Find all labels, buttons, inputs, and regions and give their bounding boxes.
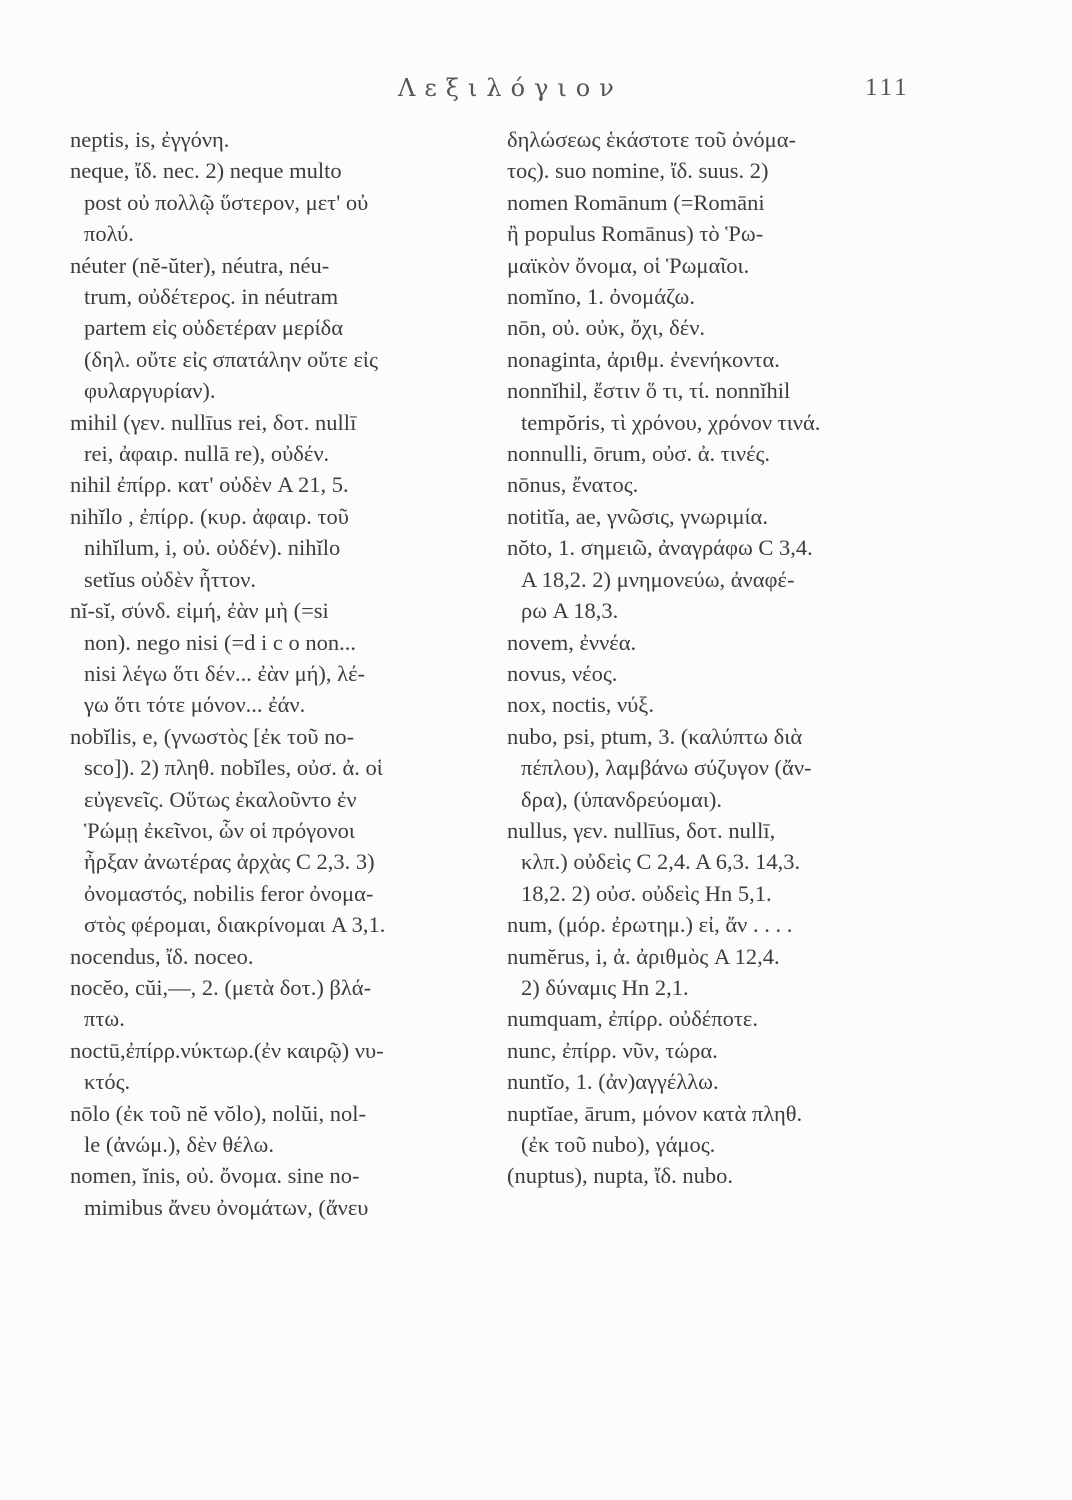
dictionary-line: δρα), (ὑπανδρεύομαι). — [521, 786, 723, 812]
page-number: 111 — [865, 74, 910, 101]
dictionary-line: nonnulli, ōrum, οὐσ. ἀ. τινές. — [507, 441, 771, 467]
dictionary-line: κτός. — [84, 1069, 131, 1095]
dictionary-line: numquam, ἐπίρρ. οὐδέποτε. — [507, 1006, 758, 1032]
dictionary-line: nihil ἐπίρρ. κατ' οὐδὲν A 21, 5. — [70, 472, 349, 498]
dictionary-line: nunc, ἐπίρρ. νῦν, τώρα. — [507, 1037, 718, 1063]
dictionary-line: στὸς φέρομαι, διακρίνομαι A 3,1. — [84, 912, 386, 938]
dictionary-line: (ἐκ τοῦ nubo), γάμος. — [521, 1132, 716, 1157]
dictionary-line: nubo, psi, ptum, 3. (καλύπτω διὰ — [507, 723, 803, 749]
dictionary-line: nomen Romānum (=Romāni — [507, 189, 765, 215]
dictionary-line: nomĭno, 1. ὀνομάζω. — [507, 284, 695, 310]
dictionary-line: setĭus οὐδὲν ἧττον. — [84, 566, 257, 592]
dictionary-line: nŏto, 1. σημειῶ, ἀναγράφω C 3,4. — [507, 535, 813, 561]
dictionary-line: num, (μόρ. ἐρωτημ.) εἰ, ἄν . . . . — [507, 912, 793, 938]
dictionary-line: mimibus ἄνευ ὀνομάτων, (ἄνευ — [84, 1194, 369, 1220]
dictionary-line: nuntĭo, 1. (ἀν)αγγέλλω. — [507, 1069, 719, 1095]
dictionary-line: nonnĭhil, ἔστιν ὅ τι, τί. nonnĭhil — [507, 378, 791, 404]
right-column — [507, 124, 907, 1192]
dictionary-line: A 18,2. 2) μνημονεύω, ἀναφέ- — [521, 566, 795, 592]
dictionary-line: nihĭlum, i, οὐ. οὐδέν). nihĭlo — [84, 535, 341, 561]
dictionary-line: notitĭa, ae, γνῶσις, γνωριμία. — [507, 503, 768, 529]
dictionary-line: ρω A 18,3. — [521, 598, 619, 624]
dictionary-line: neque, ἴδ. nec. 2) neque multo — [70, 158, 342, 184]
dictionary-line: post οὐ πολλῷ ὕστερον, μετ' οὐ — [84, 189, 369, 215]
dictionary-line: ἢ populus Romānus) τὸ Ῥω- — [507, 221, 764, 247]
dictionary-line: Ῥώμῃ ἐκεῖνοι, ὧν οἱ πρόγονοι — [84, 817, 355, 843]
dictionary-line: nōlo (ἐκ τοῦ nĕ vŏlo), nolŭi, nol- — [70, 1100, 366, 1126]
dictionary-line: nocĕo, cŭi,—, 2. (μετὰ δοτ.) βλά- — [70, 974, 372, 1000]
dictionary-line: nōn, οὐ. οὐκ, ὄχι, δέν. — [507, 315, 706, 341]
dictionary-line: tempŏris, τὶ χρόνου, χρόνον τινά. — [521, 409, 821, 435]
dictionary-line: nōnus, ἔνατος. — [507, 472, 639, 498]
dictionary-line: partem εἰς οὐδετέραν μερίδα — [84, 315, 344, 341]
dictionary-line: ὀνομαστός, nobilis feror ὀνομα- — [84, 880, 374, 906]
dictionary-line: sco]). 2) πληθ. nobĭles, οὐσ. ἀ. οἱ — [84, 755, 383, 781]
dictionary-line: nuptĭae, ārum, μόνον κατὰ πληθ. — [507, 1100, 803, 1126]
dictionary-line: nihĭlo , ἐπίρρ. (κυρ. ἀφαιρ. τοῦ — [70, 503, 349, 529]
dictionary-line: (δηλ. οὔτε εἰς σπατάλην οὔτε εἰς — [84, 346, 378, 372]
dictionary-line: 2) δύναμις Hn 2,1. — [521, 974, 689, 1000]
dictionary-line: néuter (nĕ-ŭter), néutra, néu- — [70, 252, 330, 278]
dictionary-line: mihil (γεν. nullīus rei, δοτ. nullī — [70, 409, 357, 435]
dictionary-line: πολύ. — [84, 221, 134, 247]
dictionary-line: nobĭlis, e, (γνωστὸς [ἐκ τοῦ no- — [70, 723, 355, 749]
running-title: Λεξιλόγιον — [398, 74, 623, 102]
dictionary-line: πτω. — [84, 1006, 125, 1032]
dictionary-line: κλπ.) οὐδεὶς C 2,4. A 6,3. 14,3. — [521, 849, 801, 875]
dictionary-line: 18,2. 2) οὐσ. οὐδεὶς Hn 5,1. — [521, 880, 772, 906]
dictionary-line: non). nego nisi (=d i c o non... — [84, 629, 357, 655]
dictionary-line: nĭ-sĭ, σύνδ. εἰμή, ἐὰν μὴ (=si — [70, 598, 329, 624]
dictionary-line: noctū,ἐπίρρ.νύκτωρ.(ἐν καιρῷ) νυ- — [70, 1037, 384, 1063]
dictionary-line: nullus, γεν. nullīus, δοτ. nullī, — [507, 817, 776, 843]
dictionary-line: novem, ἐννέα. — [507, 629, 637, 655]
dictionary-line: nox, noctis, νύξ. — [507, 692, 654, 718]
dictionary-line: trum, οὐδέτερος. in néutram — [84, 284, 339, 310]
dictionary-line: πέπλου), λαμβάνω σύζυγον (ἄν- — [521, 755, 812, 781]
dictionary-line: rei, ἀφαιρ. nullā re), οὐδέν. — [84, 441, 330, 467]
dictionary-line: le (ἀνώμ.), δὲν θέλω. — [84, 1132, 274, 1157]
left-column — [70, 124, 482, 1223]
dictionary-line: γω ὅτι τότε μόνον... ἐάν. — [84, 692, 306, 718]
dictionary-line: ἦρξαν ἀνωτέρας ἀρχὰς C 2,3. 3) — [84, 849, 375, 875]
dictionary-line: μαϊκὸν ὄνομα, οἱ Ῥωμαῖοι. — [507, 252, 750, 278]
dictionary-line: numĕrus, i, ἀ. ἀριθμὸς A 12,4. — [507, 943, 780, 969]
page-header — [0, 74, 1072, 114]
dictionary-line: neptis, is, ἐγγόνη. — [70, 127, 230, 152]
dictionary-line: nisi λέγω ὅτι δέν... ἐὰν μή), λέ- — [84, 660, 366, 686]
dictionary-line: (nuptus), nupta, ἴδ. nubo. — [507, 1163, 734, 1189]
dictionary-line: δηλώσεως ἑκάστοτε τοῦ ὀνόμα- — [507, 127, 796, 152]
dictionary-line: εὐγενεῖς. Οὕτως ἐκαλοῦντο ἐν — [84, 786, 357, 812]
dictionary-line: φυλαργυρίαν). — [84, 378, 216, 404]
dictionary-line: nocendus, ἴδ. noceo. — [70, 943, 254, 969]
dictionary-line: nonaginta, ἀριθμ. ἐνενήκοντα. — [507, 346, 780, 372]
dictionary-line: novus, νέος. — [507, 660, 618, 686]
dictionary-line: τος). suo nomine, ἴδ. suus. 2) — [507, 158, 769, 184]
dictionary-line: nomen, ĭnis, οὐ. ὄνομα. sine no- — [70, 1163, 360, 1189]
